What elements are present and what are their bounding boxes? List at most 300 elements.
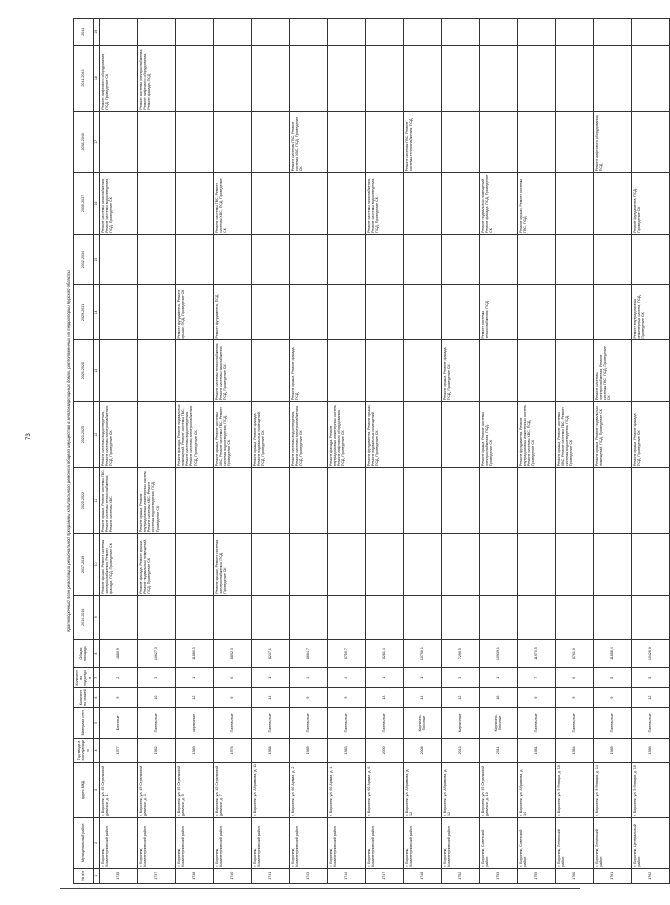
table-cell: г. Воронеж, ул. 9 Января, д. 15 (631, 762, 669, 817)
table-cell: 4880,9 (99, 639, 137, 668)
table-cell: Ремонт крыши, Ремонт фасада, ПСД, Проведение СК (631, 402, 669, 468)
column-number: 3 (93, 762, 99, 817)
table-cell (365, 595, 403, 639)
table-cell: 1743 (289, 868, 327, 883)
table-cell (555, 111, 593, 173)
header-row (74, 19, 94, 884)
table-cell (593, 534, 631, 596)
table-cell (479, 45, 517, 111)
table-cell: 4 (289, 668, 327, 688)
column-number: 8 (93, 639, 99, 668)
table-cell (593, 595, 631, 639)
table-cell: 9 (555, 688, 593, 708)
table-cell: 1741 (251, 868, 289, 883)
table-cell: Ремонт лифтового оборудования, ПСД, Проведение СК (99, 45, 137, 111)
table-cell: Ремонт крыши, Ремонт системы ГВС, Ремонт системы теплоснабжения, Ремонт системы ХВС (99, 468, 137, 534)
table-cell (403, 19, 441, 46)
table-cell (517, 19, 555, 46)
table-cell (365, 234, 403, 285)
table-cell (479, 19, 517, 46)
table-cell (365, 111, 403, 173)
table-cell: Ремонт системы ГВС, Ремонт системы теплоснабжения, ПСД (403, 111, 441, 173)
table-cell (631, 595, 669, 639)
table-cell (137, 234, 175, 285)
table-cell: г. Воронеж, Коминтерновский район (289, 817, 327, 868)
table-cell (479, 340, 517, 402)
table-cell: 8 (593, 668, 631, 688)
table-cell (289, 234, 327, 285)
table-cell: Панельные (555, 707, 593, 738)
table-cell (403, 173, 441, 235)
rotated-page-wrapper (65, 18, 653, 884)
table-cell (99, 234, 137, 285)
table-cell (99, 595, 137, 639)
table-cell: 1737 (137, 868, 175, 883)
table-cell: г. Воронеж, ул. 45 Стрелковой дивизии, д. 3 (137, 762, 175, 817)
table-cell (479, 534, 517, 596)
table-row (175, 19, 213, 884)
column-header: 2032-2034 (74, 234, 94, 285)
table-cell: Ремонт крыши, Ремонт системы электроснабжения, ПСД, Проведение СК (479, 402, 517, 468)
table-cell: 1761 (593, 868, 631, 883)
column-header: 2017-2019 (74, 534, 94, 596)
table-cell (517, 468, 555, 534)
table-cell: 1983 (327, 738, 365, 762)
table-cell (327, 595, 365, 639)
table-cell (289, 468, 327, 534)
footer-rule (60, 888, 580, 889)
table-cell (289, 45, 327, 111)
table-cell (175, 19, 213, 46)
table-cell (631, 45, 669, 111)
table-cell: г. Воронеж, ул. 60 Армии, д. 6 (365, 762, 403, 817)
table-cell (99, 285, 137, 340)
table-cell: 1747 (365, 868, 403, 883)
table-cell (137, 402, 175, 468)
table-cell (365, 45, 403, 111)
table-cell (479, 111, 517, 173)
table-cell (365, 340, 403, 402)
table-cell: Панельные (517, 707, 555, 738)
table-cell (213, 45, 251, 111)
table-cell: Панельные (137, 707, 175, 738)
table-cell: 1 (403, 668, 441, 688)
table-cell: 12 (631, 688, 669, 708)
table-cell (251, 45, 289, 111)
table-cell: г. Воронеж, Коминтерновский район (99, 817, 137, 868)
table-cell: Ремонт системы газоснабжения, Ремонт системы водоотведения, ПСД, Проведение СК (365, 173, 403, 235)
table-cell (251, 173, 289, 235)
table-cell: Ремонт фундамента, Ремонт крыши, Ремонт подвальных помещений, ПСД, Проведение СК (365, 402, 403, 468)
table-cell (555, 45, 593, 111)
table-cell: г. Воронеж, ул. 45 Стрелковой дивизии, д. 1 (99, 762, 137, 817)
table-cell: г. Воронеж, ул. 45 Стрелковой дивизии, д. 5 (175, 762, 213, 817)
table-row (99, 19, 137, 884)
table-cell: Кирпично-блочные (479, 707, 517, 738)
table-cell: Ремонт лифтового оборудования, ПСД (593, 111, 631, 173)
table-cell: Ремонт системы ГВС, Ремонт системы ХВС, ПСД, Проведение СК (213, 173, 251, 235)
table-cell (593, 285, 631, 340)
table-cell: Панельные (365, 707, 403, 738)
table-cell: г. Воронеж, ул. 45 Стрелковой дивизии, д. 10 (479, 762, 517, 817)
table-cell: 11886,3 (175, 639, 213, 668)
table-cell (441, 468, 479, 534)
table-cell (175, 173, 213, 235)
table-cell (441, 45, 479, 111)
table-cell (517, 534, 555, 596)
table-cell: 1 (251, 668, 289, 688)
column-header: Год ввода в эксплуатацию (74, 738, 94, 762)
table-cell (517, 285, 555, 340)
table-cell: г. Воронеж, Коминтерновский район (327, 817, 365, 868)
table-cell: Ремонт фундамента, ПСД, Проведение СК (631, 173, 669, 235)
table-cell (213, 595, 251, 639)
table-cell (441, 234, 479, 285)
table-cell: Ремонт фундамента, Ремонт крыши, ПСД, Проведение СК (175, 285, 213, 340)
table-row (251, 19, 289, 884)
table-cell (251, 468, 289, 534)
table-cell (555, 285, 593, 340)
column-number: 5 (93, 707, 99, 738)
table-cell: 5 (631, 668, 669, 688)
table-cell (251, 111, 289, 173)
table-cell: 1 (479, 668, 517, 688)
table-cell: Ремонт фундамента, Ремонт внутридомовых инженерных систем, Ремонт системы ХВС, ПСД, Проведение СК (517, 402, 555, 468)
table-cell (137, 285, 175, 340)
table-cell: 12 (175, 688, 213, 708)
table-cell: 1744 (327, 868, 365, 883)
table-cell: 8281,4 (365, 639, 403, 668)
table-cell: Ремонт системы электроснабжения, Ремонт системы ГВС, ПСД, Проведение СК (593, 340, 631, 402)
table-cell (441, 285, 479, 340)
table-cell (593, 234, 631, 285)
table-cell (631, 111, 669, 173)
table-cell: 1984 (555, 738, 593, 762)
table-cell: Ремонт крыши, Ремонт системы ГВС, ПСД (517, 173, 555, 235)
table-cell: Ремонт внутридомовых инженерных систем, ПСД, Проведение СК (631, 285, 669, 340)
table-cell: 1988 (251, 738, 289, 762)
table-cell (213, 111, 251, 173)
rotated-table-area (65, 18, 653, 884)
table-cell (327, 173, 365, 235)
column-header: 2035-2037 (74, 173, 94, 235)
table-cell: Ремонт фундамента, ПСД (213, 285, 251, 340)
table-cell: Ремонт системы ГВС, Ремонт системы ХВС, ПСД, Проведение СК (289, 111, 327, 173)
table-cell: г. Воронеж, Коминтерновский район (365, 817, 403, 868)
table-row (631, 19, 669, 884)
table-cell: Ремонт системы теплоснабжения, Ремонт системы газоснабжения, ПСД, Проведение СК (213, 340, 251, 402)
table-cell (517, 340, 555, 402)
table-cell: г. Воронеж, ул. Абрамова, д. 14 (517, 762, 555, 817)
table-cell: Ремонт крыши, Ремонт внутридомовых инженерных систем, Ремонт системы ХВС, Ремонт системы водоотведения, ПСД, Проведение СК (137, 468, 175, 534)
table-cell: 1976 (213, 738, 251, 762)
table-cell (479, 234, 517, 285)
table-cell: Ремонт фасада, Ремонт внутридомовых инженерных систем, Ремонт лифтового оборудования, ПСД, Проведение СК (327, 402, 365, 468)
table-cell: г. Воронеж, ул. Абрамова, д. 12 (441, 762, 479, 817)
table-cell: г. Воронеж, Ленинский район (555, 817, 593, 868)
table-cell: 1748 (403, 868, 441, 883)
table-cell (327, 285, 365, 340)
table-cell (251, 285, 289, 340)
table-cell: г. Воронеж, Коминтерновский район (213, 817, 251, 868)
table-cell: г. Воронеж, Коминтерновский район (251, 817, 289, 868)
table-cell: 3 (137, 668, 175, 688)
table-cell (289, 595, 327, 639)
table-cell: Ремонт фасада, Ремонт крыши, Ремонт подвальных помещений, ПСД, Проведение СК (137, 534, 175, 596)
table-cell (289, 173, 327, 235)
table-cell: 11970,5 (517, 639, 555, 668)
table-cell: 9 (213, 688, 251, 708)
column-number: 6 (93, 688, 99, 708)
table-cell (175, 534, 213, 596)
table-cell (365, 534, 403, 596)
table-cell: г. Воронеж, ул. Абрамова, д. 12 (403, 762, 441, 817)
page-number: 73 (26, 433, 32, 440)
table-cell (289, 19, 327, 46)
table-cell (555, 173, 593, 235)
table-cell: 10627,3 (137, 639, 175, 668)
table-row (289, 19, 327, 884)
table-cell (479, 468, 517, 534)
table-cell: 1982 (137, 738, 175, 762)
table-cell: 9 (593, 688, 631, 708)
table-cell (441, 534, 479, 596)
table-cell (555, 534, 593, 596)
table-row (593, 19, 631, 884)
column-number: 17 (93, 111, 99, 173)
table-cell: 1762 (631, 868, 669, 883)
table-cell: 1 (175, 668, 213, 688)
table-cell (403, 595, 441, 639)
column-number: 4 (93, 738, 99, 762)
table-cell: Панельные (289, 707, 327, 738)
table-cell: 2008 (403, 738, 441, 762)
table-cell: 9 (289, 688, 327, 708)
table-row (365, 19, 403, 884)
table-cell: Ремонт системы теплоснабжения, ПСД (479, 285, 517, 340)
table-cell (555, 19, 593, 46)
table-cell: 2 (99, 668, 137, 688)
table-cell (175, 468, 213, 534)
table-cell: г. Воронеж, ул. Абрамова, д. 11 (251, 762, 289, 817)
column-header: Материал стен (74, 707, 94, 738)
column-number: 11 (93, 468, 99, 534)
table-cell: 10750,1 (403, 639, 441, 668)
table-cell: Ремонт крыши, Ремонт системы ХВС, Ремонт системы ГВС, Ремонт системы водоотведения, ПСД, Проведение СК (213, 402, 251, 468)
table-cell: Ремонт крыши, Ремонт фасада, ПСД (289, 340, 327, 402)
table-cell: Панельные (631, 707, 669, 738)
table-cell: 1981 (517, 738, 555, 762)
table-cell (403, 534, 441, 596)
table-cell (403, 285, 441, 340)
table-cell: 3 (441, 668, 479, 688)
column-header: 2041-2043 (74, 45, 94, 111)
table-cell (631, 234, 669, 285)
table-cell: Ремонт фасада, Ремонт подвальных помещений, Ремонт системы ГВС, Ремонт системы водоотведения, Ремонт системы электроснабжения, ПСД, Проведение СК (175, 402, 213, 468)
table-row (403, 19, 441, 884)
table-cell: 1985 (593, 738, 631, 762)
column-number: 9 (93, 595, 99, 639)
table-cell: 1755 (517, 868, 555, 883)
table-row (213, 19, 251, 884)
column-number: 15 (93, 234, 99, 285)
table-cell (213, 234, 251, 285)
table-cell: г. Воронеж, ул. 9 Января, д. 14 (593, 762, 631, 817)
table-cell (137, 340, 175, 402)
table-cell (479, 595, 517, 639)
table-cell (365, 285, 403, 340)
column-number: 19 (93, 19, 99, 46)
table-cell: 14 (251, 688, 289, 708)
table-cell: 1738 (175, 868, 213, 883)
table-cell (327, 534, 365, 596)
table-cell: 8664,7 (289, 639, 327, 668)
table-cell (137, 173, 175, 235)
table-cell: Ремонт системы электроснабжения, Ремонт лифтового оборудования, Ремонт фасада, ПСД (137, 45, 175, 111)
table-cell (175, 45, 213, 111)
table-cell: 11888,4 (593, 639, 631, 668)
table-cell: 16 (479, 688, 517, 708)
table-cell: 6 (213, 668, 251, 688)
column-header: адрес МКД (74, 762, 94, 817)
table-cell (137, 595, 175, 639)
table-cell (365, 19, 403, 46)
table-cell: г. Воронеж, ул. 9 Января, д. 10 (555, 762, 593, 817)
table-cell (555, 234, 593, 285)
column-header: Муниципальный район (74, 817, 94, 868)
table-cell (517, 111, 555, 173)
table-cell: г. Воронеж, Советский район (517, 817, 555, 868)
table-cell: 7290,5 (441, 639, 479, 668)
column-number: 13 (93, 340, 99, 402)
table-cell: г. Воронеж, Центральный район (631, 817, 669, 868)
table-cell: Ремонт системы водоотведения, Ремонт системы электроснабжения, ПСД, Проведение СК (99, 402, 137, 468)
table-cell (327, 111, 365, 173)
table-cell: Кирпично-блочные (403, 707, 441, 738)
table-cell (593, 468, 631, 534)
table-cell (99, 111, 137, 173)
table-cell (289, 285, 327, 340)
table-cell: Ремонт крыши, Ремонт фасада, Ремонт подвальных помещений, ПСД, Проведение СК (251, 402, 289, 468)
table-row (517, 19, 555, 884)
table-cell (555, 468, 593, 534)
table-cell (441, 402, 479, 468)
table-cell: г. Воронеж, ул. 60 Армии, д. 4 (327, 762, 365, 817)
table-cell: 1735 (99, 868, 137, 883)
column-number: 16 (93, 173, 99, 235)
table-cell (403, 234, 441, 285)
column-header: 2014-2016 (74, 595, 94, 639)
table-cell (327, 45, 365, 111)
column-number: 1 (93, 868, 99, 883)
table-cell (251, 234, 289, 285)
table-body (99, 19, 669, 884)
table-cell (441, 111, 479, 173)
table-cell (555, 340, 593, 402)
table-cell (403, 468, 441, 534)
table-cell: 10428,0 (631, 639, 669, 668)
table-cell (517, 45, 555, 111)
table-cell: Кирпичные (441, 707, 479, 738)
table-cell: 8761,0 (555, 639, 593, 668)
table-cell: 1752 (441, 868, 479, 883)
table-cell (631, 468, 669, 534)
table-cell (175, 111, 213, 173)
column-header: 2023-2025 (74, 402, 94, 468)
table-cell: кирпичные (175, 707, 213, 738)
table-cell: Панельные (593, 707, 631, 738)
repair-plan-table (73, 18, 670, 884)
table-cell: 2011 (479, 738, 517, 762)
table-cell: 9 (517, 688, 555, 708)
table-cell: 1753 (479, 868, 517, 883)
column-header: Количество подъездов (74, 668, 94, 688)
table-cell: Ремонт крыши, Ремонт системы электроснабжения, ПСД, Проведение СК (213, 534, 251, 596)
table-cell (99, 19, 137, 46)
table-cell: Панельные (327, 707, 365, 738)
column-number: 10 (93, 534, 99, 596)
table-cell: г. Воронеж, Коминтерновский район (175, 817, 213, 868)
column-header: 2029-2031 (74, 285, 94, 340)
table-cell (441, 595, 479, 639)
table-cell: 8750,7 (327, 639, 365, 668)
table-cell (593, 19, 631, 46)
table-cell (403, 45, 441, 111)
column-number: 2 (93, 817, 99, 868)
table-cell: Ремонт подвальных помещений, Ремонт фасада, ПСД, Проведение СК (479, 173, 517, 235)
table-cell: Панельные (213, 707, 251, 738)
table-cell: Ремонт крыши, Ремонт системы электроснабжения, Ремонт фасада, ПСД, Проведение СК (99, 534, 137, 596)
table-cell (251, 595, 289, 639)
table-cell: 2000 (365, 738, 403, 762)
column-header: Общая площадь (74, 639, 94, 668)
column-header: № п/п (74, 868, 94, 883)
table-cell: 8237,1 (251, 639, 289, 668)
table-row (479, 19, 517, 884)
table-row (327, 19, 365, 884)
table-cell (327, 340, 365, 402)
column-number: 14 (93, 285, 99, 340)
table-cell: Ремонт системы газоснабжения, Ремонт системы водоотведения, ПСД, Проведение СК (99, 173, 137, 235)
table-row (555, 19, 593, 884)
table-cell (251, 534, 289, 596)
table-cell (631, 534, 669, 596)
table-cell: г. Воронеж, ул. 60 Армии, д. 2 (289, 762, 327, 817)
column-number: 18 (93, 45, 99, 111)
table-cell: 1740 (213, 868, 251, 883)
table-cell: Ремонт крыши, Ремонт системы ХВС, Ремонт системы ГВС, Ремонт системы водоотведения, ПСД, Проведение СК (555, 402, 593, 468)
table-cell: Панельные (251, 707, 289, 738)
table-cell: Блочные (99, 707, 137, 738)
table-cell: 8852,3 (213, 639, 251, 668)
table-cell (99, 340, 137, 402)
table-cell (517, 234, 555, 285)
table-cell (631, 19, 669, 46)
table-cell: г. Воронеж, Коминтерновский район (403, 817, 441, 868)
table-cell (137, 111, 175, 173)
table-cell (327, 19, 365, 46)
table-cell (251, 19, 289, 46)
column-header: Количество этажей (74, 688, 94, 708)
table-cell: г. Воронеж, Советский район (479, 817, 517, 868)
table-cell (213, 19, 251, 46)
table-cell: Ремонт системы водоотведения, Ремонт системы электроснабжения, ПСД, Проведение СК (289, 402, 327, 468)
table-cell: г. Воронеж, Ленинский район (593, 817, 631, 868)
table-cell (365, 468, 403, 534)
table-cell: 10939,1 (479, 639, 517, 668)
table-cell: Ремонт крыши, Ремонт подвальных помещений, ПСД, Проведение СК (593, 402, 631, 468)
column-header: 2038-2040 (74, 111, 94, 173)
